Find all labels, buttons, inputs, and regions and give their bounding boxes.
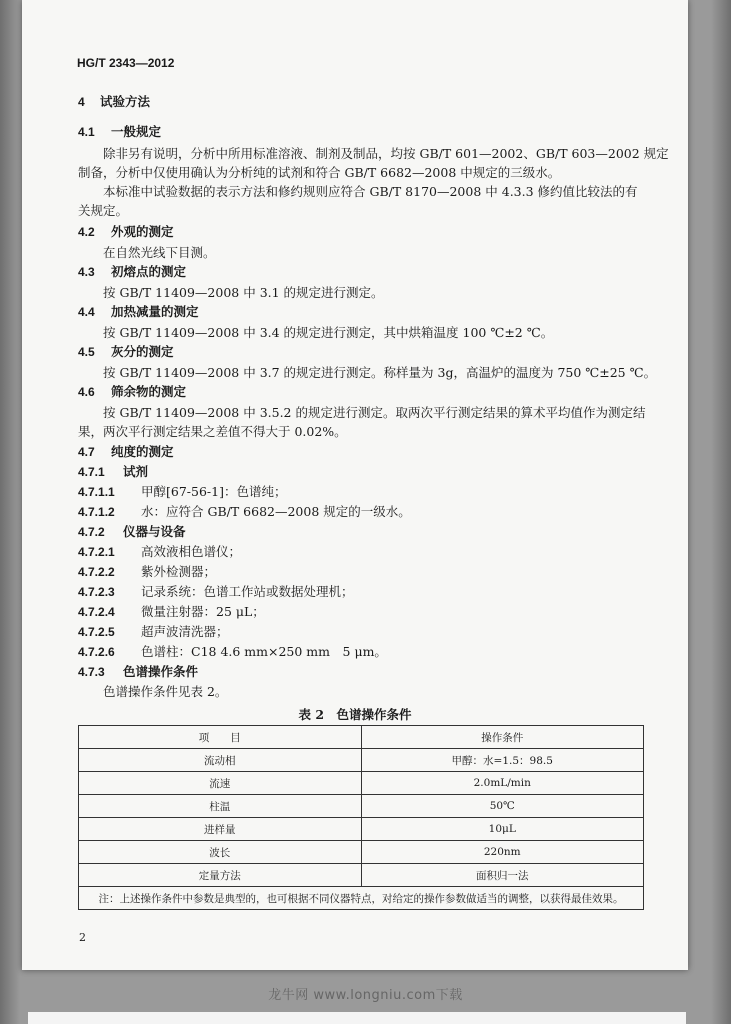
paragraph-line: 色谱操作条件见表 2。 <box>103 684 228 699</box>
item-text: 甲醇[67-56-1]：色谱纯； <box>141 484 287 499</box>
item-number: 4.7.2.3 <box>78 585 115 599</box>
section-4-4 <box>78 306 199 319</box>
table-cell: 流速 <box>79 772 362 795</box>
table-cell: 进样量 <box>79 818 362 841</box>
section-4-3 <box>78 266 186 279</box>
item-text: 记录系统：色谱工作站或数据处理机； <box>141 584 354 599</box>
section-number: 4.2 <box>78 225 95 239</box>
item-number: 4.7.2.1 <box>78 545 115 559</box>
section-4-2 <box>78 226 174 239</box>
table-row <box>79 749 644 772</box>
paragraph-line: 按 GB/T 11409—2008 中 3.7 的规定进行测定。称样量为 3g，高温炉的温度为 750 ℃±25 ℃。 <box>103 365 657 380</box>
list-item-4-7-2-1 <box>78 546 241 559</box>
operating-conditions-table <box>78 725 644 910</box>
table-note: 注：上述操作条件中参数是典型的，也可根据不同仪器特点，对给定的操作参数做适当的调整，以获得最佳效果。 <box>79 887 644 910</box>
paragraph-line: 除非另有说明，分析中所用标准溶液、制剂及制品，均按 GB/T 601—2002、GB/T 603—2002 规定 <box>103 146 669 161</box>
paragraph-line: 按 GB/T 11409—2008 中 3.5.2 的规定进行测定。取两次平行测定结果的算术平均值作为测定结 <box>103 405 646 420</box>
table-note-row <box>79 887 644 910</box>
document-page <box>22 0 688 970</box>
list-item-4-7-1-2 <box>78 506 411 519</box>
section-title: 仪器与设备 <box>123 524 186 539</box>
section-4 <box>78 96 150 109</box>
section-4-5 <box>78 346 174 359</box>
column-header: 操作条件 <box>361 726 644 749</box>
paragraph-line: 在自然光线下目测。 <box>103 245 216 260</box>
item-text: 紫外检测器； <box>141 564 217 579</box>
section-4-7-1 <box>78 466 148 479</box>
table-cell: 流动相 <box>79 749 362 772</box>
item-number: 4.7.1.2 <box>78 505 115 519</box>
section-number: 4 <box>78 95 85 109</box>
list-item-4-7-1-1 <box>78 486 286 499</box>
paragraph-line: 按 GB/T 11409—2008 中 3.4 的规定进行测定，其中烘箱温度 100 ℃±2 ℃。 <box>103 325 554 340</box>
section-title: 加热减量的测定 <box>111 304 199 319</box>
table-cell: 甲醇：水=1.5：98.5 <box>361 749 644 772</box>
paragraph-line: 关规定。 <box>78 203 129 218</box>
section-number: 4.1 <box>78 125 95 139</box>
item-text: 水：应符合 GB/T 6682—2008 规定的一级水。 <box>141 504 411 519</box>
table-cell: 波长 <box>79 841 362 864</box>
item-number: 4.7.1.1 <box>78 485 115 499</box>
section-number: 4.7.1 <box>78 465 105 479</box>
item-number: 4.7.2.6 <box>78 645 115 659</box>
table-cell: 面积归一法 <box>361 864 644 887</box>
item-number: 4.7.2.5 <box>78 625 115 639</box>
item-number: 4.7.2.4 <box>78 605 115 619</box>
item-number: 4.7.2.2 <box>78 565 115 579</box>
section-title: 初熔点的测定 <box>111 264 187 279</box>
paragraph-line: 按 GB/T 11409—2008 中 3.1 的规定进行测定。 <box>103 285 384 300</box>
table-cell: 定量方法 <box>79 864 362 887</box>
section-4-7-2 <box>78 526 186 539</box>
table-cell: 10μL <box>361 818 644 841</box>
table-row <box>79 795 644 818</box>
section-number: 4.4 <box>78 305 95 319</box>
table-cell: 220nm <box>361 841 644 864</box>
item-text: 色谱柱：C18 4.6 mm×250 mm 5 μm。 <box>141 644 387 659</box>
download-footer: 龙牛网 www.longniu.com下载 <box>268 988 463 1003</box>
list-item-4-7-2-4 <box>78 606 265 619</box>
section-number: 4.6 <box>78 385 95 399</box>
section-number: 4.3 <box>78 265 95 279</box>
item-text: 微量注射器：25 μL； <box>141 604 265 619</box>
section-title: 筛余物的测定 <box>111 384 187 399</box>
table-header-row <box>79 726 644 749</box>
section-title: 试验方法 <box>100 94 151 109</box>
list-item-4-7-2-6 <box>78 646 387 659</box>
table-title: 表 2 色谱操作条件 <box>298 707 412 722</box>
page-number: 2 <box>79 931 86 944</box>
table-row <box>79 841 644 864</box>
next-page-edge <box>28 1012 686 1024</box>
section-title: 外观的测定 <box>111 224 174 239</box>
standard-number: HG/T 2343—2012 <box>77 56 175 70</box>
table-row <box>79 772 644 795</box>
item-text: 高效液相色谱仪； <box>141 544 242 559</box>
section-4-6 <box>78 386 186 399</box>
column-header: 项 目 <box>79 726 362 749</box>
section-title: 一般规定 <box>111 124 162 139</box>
section-4-7 <box>78 446 174 459</box>
section-4-7-3 <box>78 666 198 679</box>
section-number: 4.7.3 <box>78 665 105 679</box>
table-row <box>79 818 644 841</box>
section-number: 4.5 <box>78 345 95 359</box>
paragraph-line: 制备，分析中仅使用确认为分析纯的试剂和符合 GB/T 6682—2008 中规定的三级水。 <box>78 165 561 180</box>
table-cell: 柱温 <box>79 795 362 818</box>
paragraph-line: 果，两次平行测定结果之差值不得大于 0.02%。 <box>78 424 347 439</box>
section-title: 灰分的测定 <box>111 344 174 359</box>
list-item-4-7-2-5 <box>78 626 229 639</box>
section-title: 试剂 <box>123 464 149 479</box>
list-item-4-7-2-3 <box>78 586 354 599</box>
table-cell: 50℃ <box>361 795 644 818</box>
list-item-4-7-2-2 <box>78 566 216 579</box>
table-cell: 2.0mL/min <box>361 772 644 795</box>
table-row <box>79 864 644 887</box>
section-title: 色谱操作条件 <box>123 664 199 679</box>
section-4-1 <box>78 126 161 139</box>
item-text: 超声波清洗器； <box>141 624 229 639</box>
section-title: 纯度的测定 <box>111 444 174 459</box>
paragraph-line: 本标准中试验数据的表示方法和修约规则应符合 GB/T 8170—2008 中 4.3.3 修约值比较法的有 <box>103 184 638 199</box>
section-number: 4.7.2 <box>78 525 105 539</box>
section-number: 4.7 <box>78 445 95 459</box>
